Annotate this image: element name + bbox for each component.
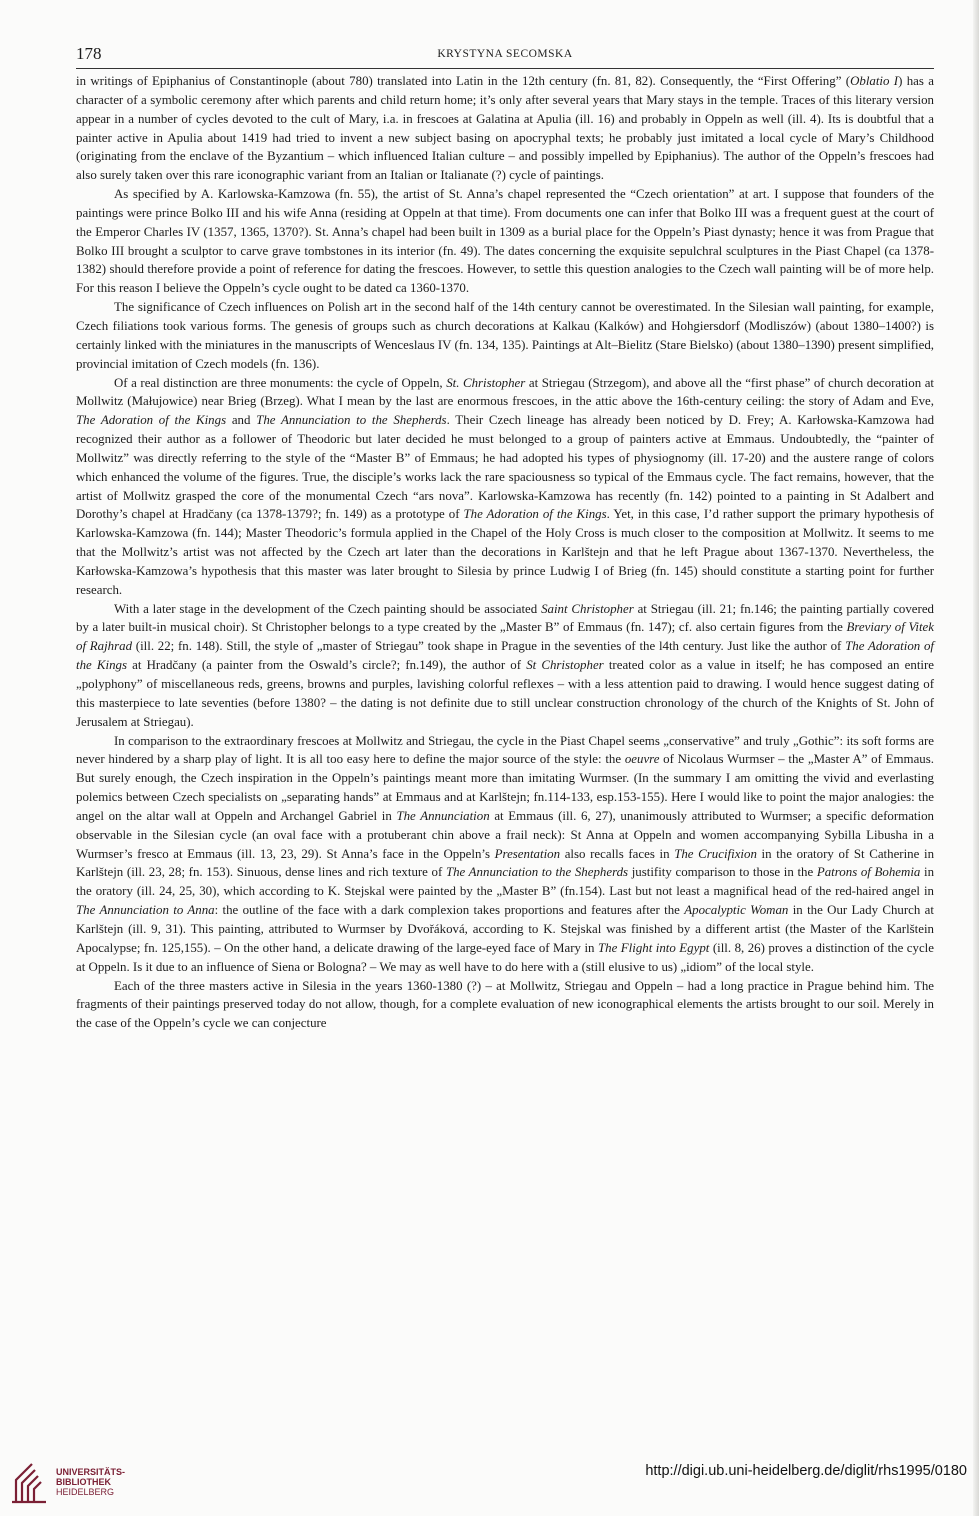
page-header <box>76 44 934 69</box>
text-run: at Emmaus (ill. 6, 27), unanimously attributed to Wurmser; a specific deformation observable in the Silesian cycle (an oval face with a protuberant chin above a frail neck): St Anna at Oppeln and women accompanying Sybilla Libusha in a Wurmser’s fresco at Emmaus (ill. 13, 23, 29). St Anna’s face in the Oppeln’s <box>76 808 934 861</box>
italic-title: The Adoration of the Kings <box>76 413 227 428</box>
paragraph <box>76 374 934 600</box>
text-run: at Striegau (Strzegom), and above all the “first phase” of church decoration at Mollwitz (Małujowice) near Brieg (Brzeg). What I mean by the last are enormous frescoes, in the attic above the 16th-century ceiling: the story of Adam and Eve, <box>76 375 935 409</box>
text-run: and <box>226 413 257 428</box>
text-run: (ill. 22; fn. 148). Still, the style of „master of Striegau” took shape in Prague in the seventies of the l4th century. Just like the author of <box>132 639 846 654</box>
scan-edge <box>973 0 979 1516</box>
paragraph <box>76 732 934 977</box>
text-run: : the outline of the face with a dark complexion takes proportions and features after the <box>214 903 685 918</box>
paragraph <box>76 977 934 1034</box>
running-head: KRYSTYNA SECOMSKA <box>437 48 573 60</box>
text-run: ) has a character of a symbolic ceremony after which parents and child return home; it’s only after several years that Mary stays in the temple. Traces of this literary version appear in a number of cycles devoted to the cult of Mary, i.a. in frescoes at Galatina at Apulia (ill. 16) and probably in Oppeln as well (ill. 4). Its is doubtful that a painter active in Apulia about 1419 had tried to invent a new subject basing on apocryphal texts; he probably just imitated a local cycle of Mary’s Childhood (originating from the enclave of the Byzantium – which influenced Italian culture – and possibly impelled by Epiphanius). The author of the Oppeln’s frescoes had also surely taken over this rare iconographic variant from an Italian or Italianate (?) cycle of paintings. <box>76 74 934 183</box>
italic-title: The Adoration of the Kings <box>463 507 607 522</box>
text-run: treated color as a value in itself; he has composed an entire „polyphony” of miscellaneous reds, greens, browns and purples, lavishing colorful reflexes – with a less attention paid to drawing. I would hence suggest dating of this masterpiece to late seventies (before 1380? – the dating is not definite due to still unclear construction chronology of the church of the Knights of St. John of Jerusalem at Striegau). <box>76 658 934 729</box>
text-run: in the oratory of St Catherine in Karlštejn (ill. 23, 28; fn. 153). Sinuous, dense lines and rich texture of <box>76 846 935 880</box>
italic-title: The Annunciation to the Shepherds <box>445 865 629 880</box>
italic-title: The Crucifixion <box>674 846 757 861</box>
paragraph <box>76 72 934 185</box>
italic-title: The Flight into Egypt <box>597 940 710 955</box>
logo-line-1: UNIVERSITÄTS- <box>56 1467 126 1477</box>
italic-title: Patrons of Bohemia <box>816 865 921 880</box>
italic-title: Oblatio I <box>850 74 899 88</box>
text-run: at Hradčany (a painter from the Oswald’s circle?; fn.149), the author of <box>127 658 527 673</box>
italic-title: Saint Christopher <box>541 601 634 616</box>
italic-title: Apocalyptic Woman <box>684 903 789 918</box>
logo-line-2: BIBLIOTHEK <box>56 1477 111 1487</box>
italic-title: The Annunciation to the Shepherds <box>256 413 447 428</box>
italic-title: Presentation <box>494 846 561 861</box>
paragraph <box>76 298 934 373</box>
italic-title: oeuvre <box>624 752 660 767</box>
text-run: . Yet, in this case, I’d rather support the primary hypothesis of Karlowska-Kamzowa (fn. 144); Master Theodoric’s formula applied in the Chapel of the Holy Cross is much closer to the composition at Mollwitz. It seems to me that the Mollwitz’s artist was not affected by the Czech art later than the decorations in Karlštejn and that he left Prague about 1367-1370. Nevertheless, the Karłowska-Kamzowa’s hypothesis that this master was later brought to Silesia by prince Ludwig I of Brieg (fn. 145) should constitute a starting point for further research. <box>76 507 934 597</box>
logo-line-3: HEIDELBERG <box>56 1487 115 1497</box>
paragraph <box>76 185 934 298</box>
text-run: in the Our Lady Church at Karlštejn (ill. 9, 31). This painting, attributed to Wurmser by Dvořáková, according to K. Stejskal was finished by a different artist (the Master of the Karlštein Apocalypse; fn. 125,155). – On the other hand, a delicate drawing of the large-eyed face of Mary in <box>76 903 934 955</box>
page-number: 178 <box>76 44 102 63</box>
text-run: of Nicolaus Wurmser – the „Master A” of Emmaus. But surely enough, the Czech inspiration in the Oppeln’s paintings meant more than imitating Wurmser. (In the summary I am omitting the vivid and everlasting polemics between Czech specialists on „separating hands” at Emmaus and at Karlštejn; fn.114-133, esp.153-155). Here I would like to point the major analogies: the angel on the altar wall at Oppeln and Archangel Gabriel in <box>76 752 934 823</box>
text-run: With a later stage in the development of the Czech painting should be associated <box>114 601 542 616</box>
text-run: at Striegau (ill. 21; fn.146; the painting partially covered by a later built-in musical choir). St Christopher belongs to a type created by the „Master B” of Emmaus (fn. 147); cf. also certain figures from the <box>76 601 934 635</box>
text-run: in writings of Epiphanius of Constantinople (about 780) translated into Latin in the 12th century (fn. 81, 82). Consequently, the “First Offering” ( <box>76 74 851 88</box>
body-text <box>76 72 934 1033</box>
italic-title: Breviary of Vitek of Rajhrad <box>76 620 934 654</box>
text-run: As specified by A. Karlowska-Kamzowa (fn. 55), the artist of St. Anna’s chapel represented the “Czech orientation” at art. I suppose that founders of the paintings were prince Bolko III and his wife Anna (residing at Oppeln at that time). From documents one can infer that Bolko III was a frequent guest at the court of the Emperor Charles IV (1357, 1365, 1370?). St. Anna’s chapel had been built in 1309 as a burial place for the Oppeln’s Piast dynasty; hence it was from Prague that Bolko III brought a sculptor to carve grave tombstones in its interior (fn. 49). The dates concerning the exquisite sepulchral sculptures in the Piast Chapel (ca 1378-1382) should therefore provide a point of reference for dating the frescoes. However, to settle this question analogies to the Czech wall painting will be of more help. For this reason I believe the Oppeln’s cycle ought to be dated ca 1360-1370. <box>76 187 934 296</box>
italic-title: St Christopher <box>526 658 604 673</box>
paragraph <box>76 600 934 732</box>
text-run: justifity comparison to those in the <box>628 865 817 880</box>
source-url-link[interactable]: http://digi.ub.uni-heidelberg.de/diglit/rhs1995/0180 <box>645 1463 967 1479</box>
text-run: in the oratory (ill. 24, 25, 30), which according to K. Stejskal were painted by the „Master B” (fn.154). Last but not least a magnifical head of the red-haired angel in <box>76 865 935 899</box>
italic-title: The Annunciation <box>396 808 490 823</box>
italic-title: St. Christopher <box>446 375 526 390</box>
text-run: Each of the three masters active in Silesia in the years 1360-1380 (?) – at Mollwitz, Striegau and Oppeln – had a long practice in Prague behind him. The fragments of their paintings preserved today do not allow, though, for a complete evaluation of new iconographical elements the artists brought to our soil. Merely in the case of the Oppeln’s cycle we can conjecture <box>76 978 934 1031</box>
text-run: The significance of Czech influences on Polish art in the second half of the 14th century cannot be overestimated. In the Silesian wall painting, for example, Czech filiations took various forms. The genesis of groups such as church decorations at Kalkau (Kalków) and Hohgiersdorf (Modliszów) (about 1380–1400?) is certainly linked with the miniatures in the manuscripts of Wenceslaus IV (fn. 134, 135). Paintings at Alt–Bielitz (Stare Bielsko) (about 1380–1390) present simplified, provincial imitation of Czech models (fn. 136). <box>76 300 934 371</box>
library-logo[interactable] <box>8 1458 168 1508</box>
text-run: In comparison to the extraordinary frescoes at Mollwitz and Striegau, the cycle in the Piast Chapel seems „conservative” and truly „Gothic”: its soft forms are never hindered by a sharp play of light. It is all too easy here to define the major source of the style: the <box>76 733 934 767</box>
text-run: (ill. 8, 26) proves a distinction of the cycle at Oppeln. Is it due to an influence of Siena or Bologna? – We may as well have to do here with a (still elusive to us) „idiom” of the local style. <box>76 940 934 974</box>
italic-title: The Adoration of the Kings <box>76 639 935 673</box>
text-run: also recalls faces in <box>560 846 675 861</box>
text-run: Of a real distinction are three monuments: the cycle of Oppeln, <box>114 375 447 390</box>
italic-title: The Annunciation to Anna <box>76 903 215 918</box>
library-logo-text <box>56 1467 125 1497</box>
text-run: . Their Czech lineage has already been noticed by D. Frey; A. Karłowska-Kamzowa had recognized their author as a follower of Theodoric but later decided he must belonged to a group of painters active at Emmaus. Undoubtedly, the “painter of Mollwitz” was directly referring to the style of the “Master B” of Emmaus; he had adopted his types of physiognomy (ill. 17-20) and the austere range of colors which enhanced the volume of the figures. True, the disciple’s works lack the rare spaciousness so typical of the Emmaus cycle. The fact remains, however, that the artist of Mollwitz grasped the core of the monumental Czech “ars nova”. Karlowska-Kamzowa has recently (fn. 142) pointed to a painting in St Adalbert and Dorothy’s chapel at Hradčany (ca 1378-1379?; fn. 149) as a prototype of <box>76 413 935 522</box>
library-logo-icon <box>10 1458 50 1504</box>
